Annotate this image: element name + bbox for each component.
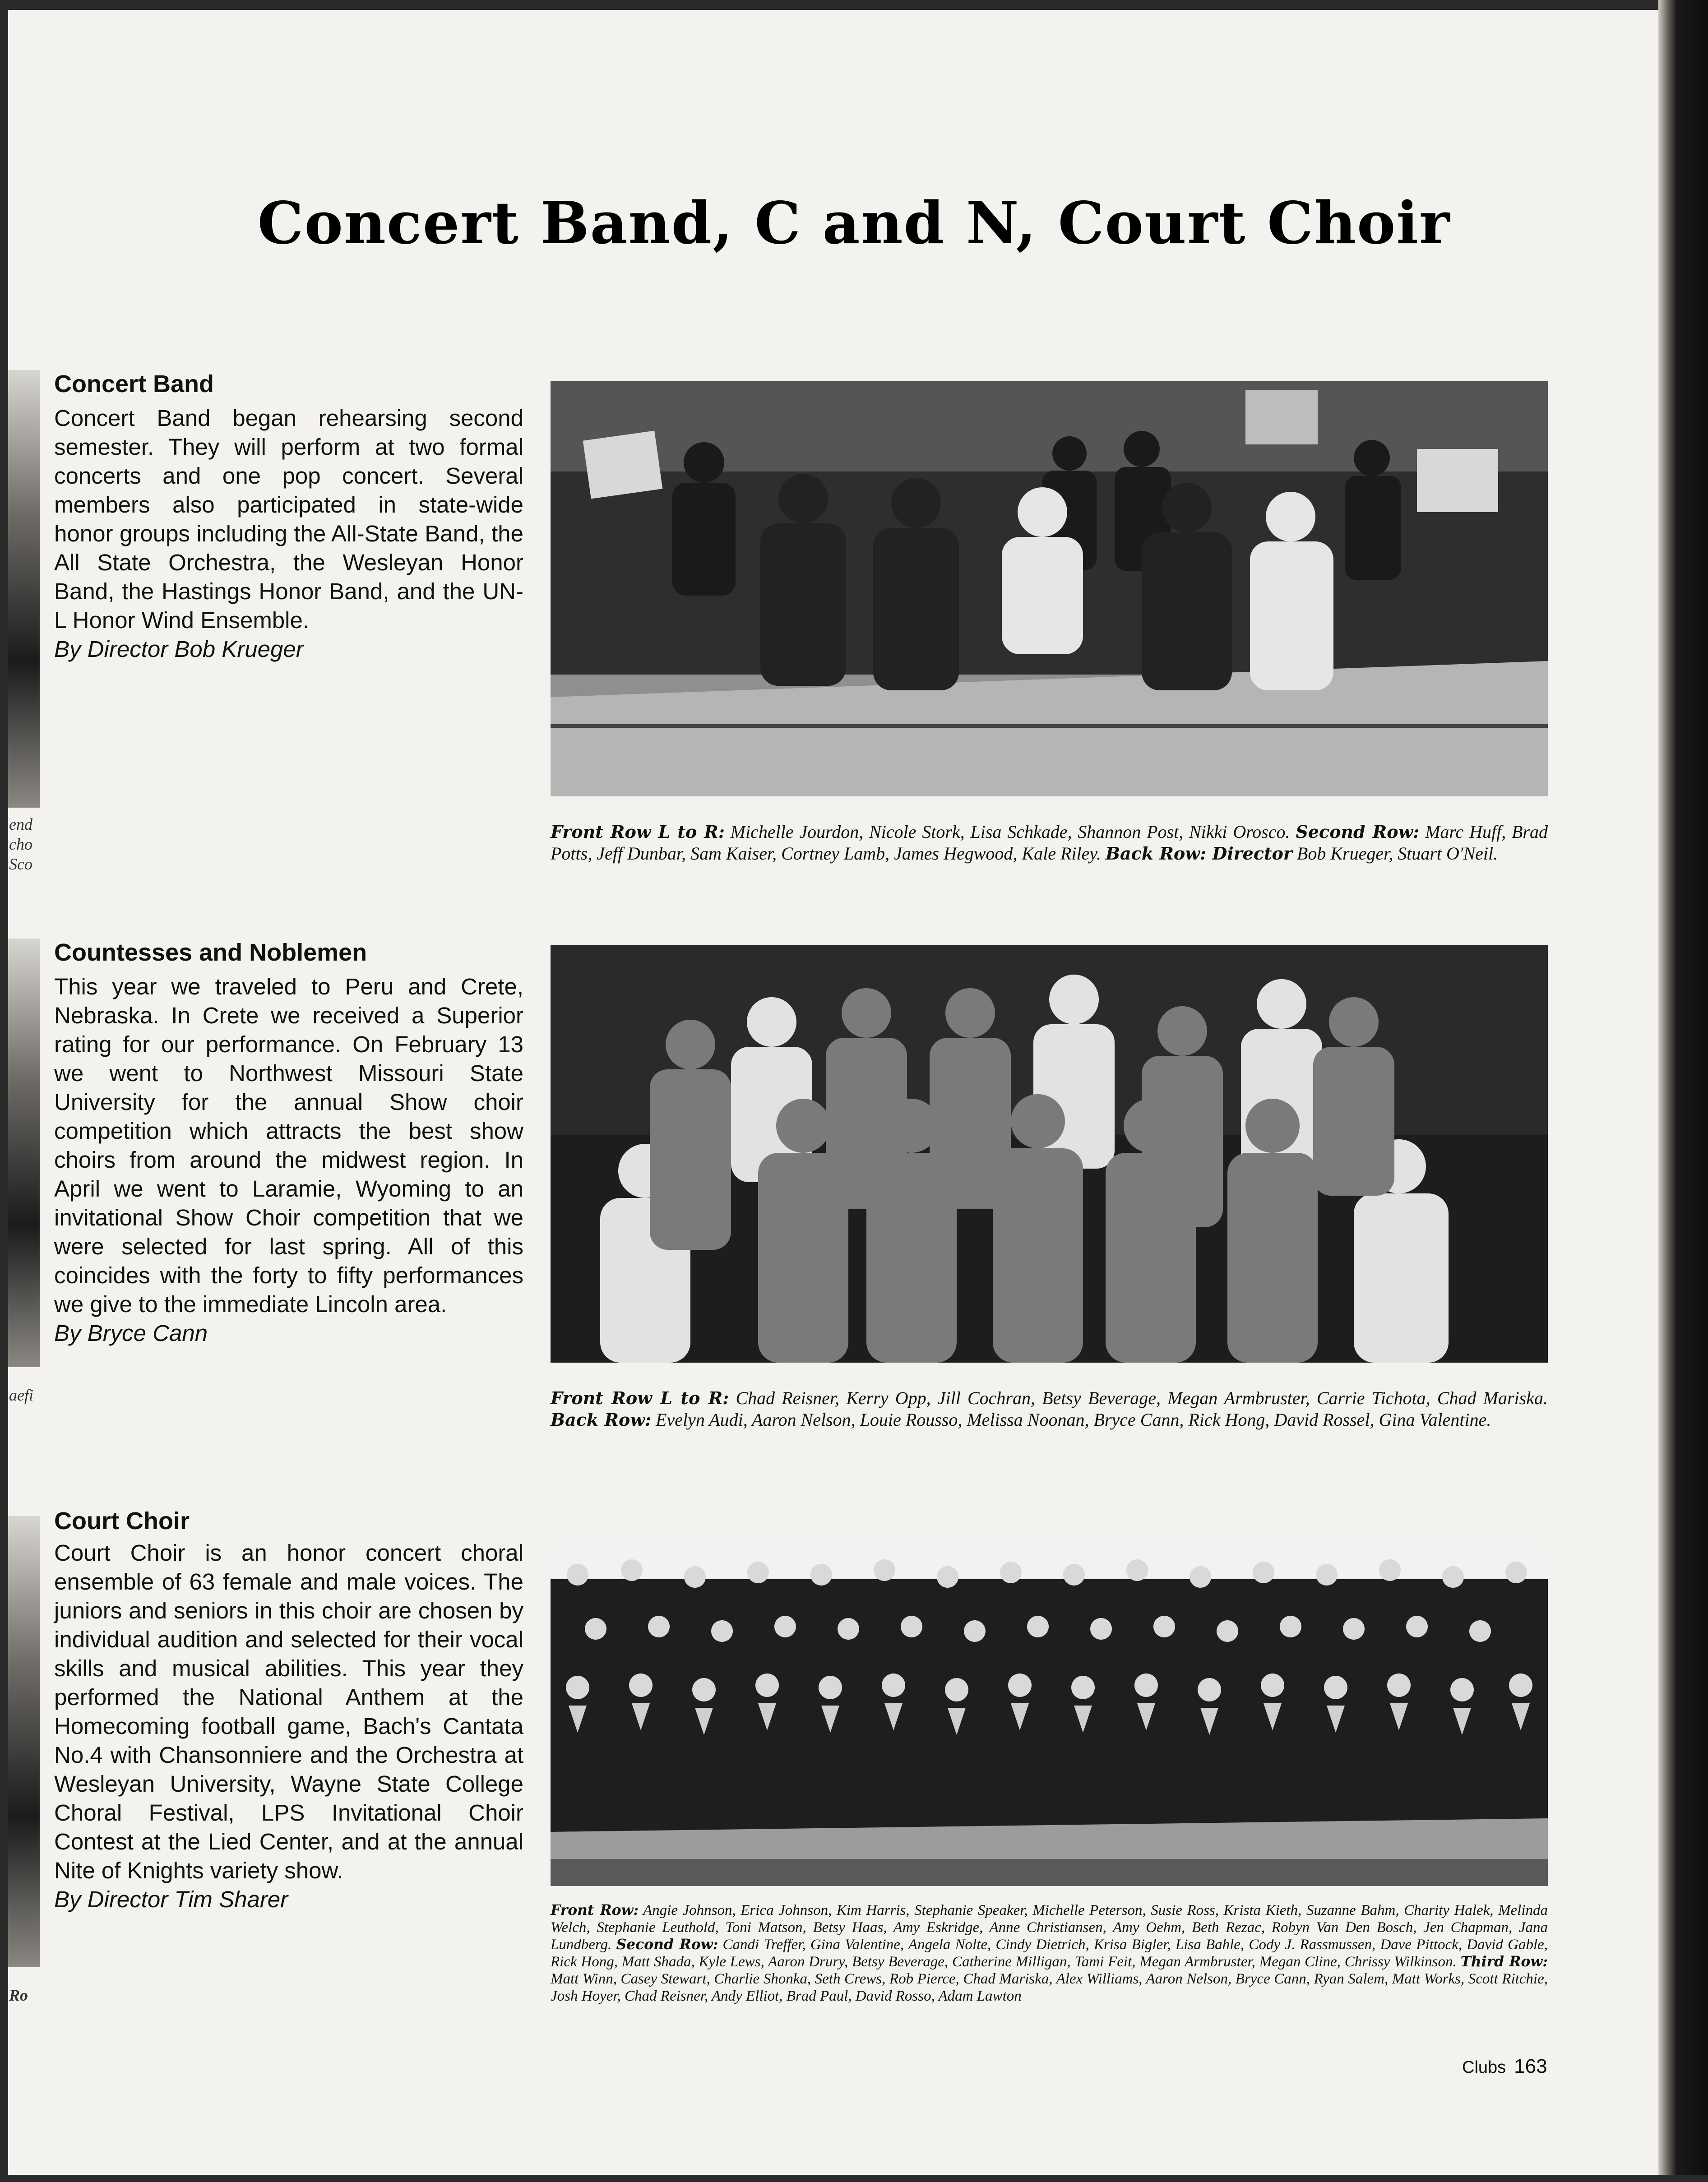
section-heading-concert-band: Concert Band [54, 370, 214, 398]
countesses-noblemen-photo [551, 945, 1548, 1363]
byline: By Director Bob Krueger [54, 636, 304, 662]
caption-names: Marc Huff, Brad Potts, Jeff Dunbar, Sam Kaiser, Cortney Lamb, James Hegwood, Kale Riley. [551, 822, 1548, 864]
page-folio [1462, 2055, 1547, 2078]
body-paragraph: This year we traveled to Peru and Crete, Nebraska. In Crete we received a Superior rating for our performance. On February 13 we went to Northwest Missouri State University for the annual Show choir competition which attracts the best show choirs from around the midwest region. In April we went to Laramie, Wyoming to an invitational Show Choir competition that we were selected for last spring. All of this coincides with the forty to fifty performances we give to the immediate Lincoln area. [54, 974, 523, 1317]
facing-page-fragment [8, 343, 51, 2012]
court-choir-photo [551, 1543, 1548, 1886]
byline: By Bryce Cann [54, 1320, 208, 1346]
page-edge-bottom [0, 2175, 1708, 2182]
section-body-court-choir [54, 1539, 523, 1914]
body-paragraph: Concert Band began rehearsing second semester. They will perform at two formal concerts and one pop concert. Several members also participated in state-wide honor groups including the All-State Band, the All State Orchestra, the Wesleyan Honor Band, the Hastings Honor Band, and the UN-L Honor Wind Ensemble. [54, 405, 523, 633]
facing-text-fragment: Sco [9, 855, 32, 873]
facing-photo-strip [8, 370, 40, 808]
caption-label: Front Row: [551, 1902, 639, 1918]
page-edge-top [0, 0, 1708, 10]
facing-text-fragment: cho [9, 835, 32, 853]
facing-photo-strip [8, 938, 40, 1367]
caption-names: Evelyn Audi, Aaron Nelson, Louie Rousso, Melissa Noonan, Bryce Cann, Rick Hong, David Rossel, Gina Valentine. [651, 1410, 1491, 1430]
body-paragraph: Court Choir is an honor concert choral ensemble of 63 female and male voices. The juniors and seniors in this choir are chosen by individual audition and selected for their vocal skills and musical abilities. This year they performed the National Anthem at the Homecoming football game, Bach's Cantata No.4 with Chansonniere and the Orchestra at Wesleyan University, Wayne State College Choral Festival, LPS Invitational Choir Contest at the Lied Center, and at the annual Nite of Knights variety show. [54, 1540, 523, 1883]
concert-band-caption [551, 821, 1548, 864]
caption-names: Chad Reisner, Kerry Opp, Jill Cochran, Betsy Beverage, Megan Armbruster, Carrie Tichota, Chad Mariska. [729, 1388, 1548, 1408]
page-number: 163 [1514, 2055, 1547, 2077]
facing-text-fragment: end [9, 815, 32, 833]
caption-names: Candi Treffer, Gina Valentine, Angela Nolte, Cindy Dietrich, Krisa Bigler, Lisa Bahle, Cody J. Rassmussen, Dave Pittock, David Gable, Rick Hong, Matt Shada, Kyle Lews, Aaron Drury, Betsy Beverage, Catherine Milligan, Tami Feit, Megan Armbruster, Megan Cline, Chrissy Wilkinson. [551, 1937, 1548, 1970]
caption-names: Angie Johnson, Erica Johnson, Kim Harris, Stephanie Speaker, Michelle Peterson, Susie Ross, Krista Kieth, Suzanne Bahm, Charity Halek, Melinda Welch, Stephanie Leuthold, Toni Matson, Betsy Haas, Amy Eskridge, Anne Christiansen, Amy Oehm, Beth Rezac, Robyn Van Den Bosch, Jen Chapman, Jana Lundberg. [551, 1902, 1548, 1953]
book-spine-edge [1658, 0, 1708, 2182]
caption-label: Second Row: [1296, 822, 1420, 842]
caption-names: Matt Winn, Casey Stewart, Charlie Shonka, Seth Crews, Rob Pierce, Chad Mariska, Alex Williams, Aaron Nelson, Bryce Cann, Ryan Salem, Matt Works, Scott Ritchie, Josh Hoyer, Chad Reisner, Andy Elliot, Brad Paul, David Rosso, Adam Lawton [551, 1971, 1548, 2004]
page-title: Concert Band, C and N, Court Choir [257, 190, 1451, 257]
caption-label: Back Row: [551, 1410, 652, 1430]
caption-names: Bob Krueger, Stuart O'Neil. [1292, 843, 1498, 864]
section-heading-court-choir: Court Choir [54, 1507, 190, 1535]
page-edge-left [0, 0, 8, 2182]
facing-photo-strip [8, 1516, 40, 1967]
concert-band-photo [551, 381, 1548, 796]
caption-label: Front Row L to R: [551, 1388, 729, 1408]
caption-label: Front Row L to R: [551, 822, 725, 842]
countesses-noblemen-caption [551, 1387, 1548, 1431]
caption-names: Michelle Jourdon, Nicole Stork, Lisa Schkade, Shannon Post, Nikki Orosco. [724, 822, 1296, 842]
caption-label: Second Row: [616, 1937, 718, 1953]
caption-label: Third Row: [1460, 1954, 1548, 1970]
facing-text-fragment: aefi [9, 1386, 33, 1404]
section-body-concert-band [54, 404, 523, 664]
facing-text-fragment: Ro [9, 1986, 28, 2004]
caption-label: Back Row: Director [1105, 843, 1292, 864]
section-heading-countesses-noblemen: Countesses and Noblemen [54, 939, 367, 966]
court-choir-caption [551, 1902, 1548, 2005]
folio-section: Clubs [1462, 2058, 1506, 2077]
section-body-countesses-noblemen [54, 972, 523, 1348]
byline: By Director Tim Sharer [54, 1886, 288, 1912]
